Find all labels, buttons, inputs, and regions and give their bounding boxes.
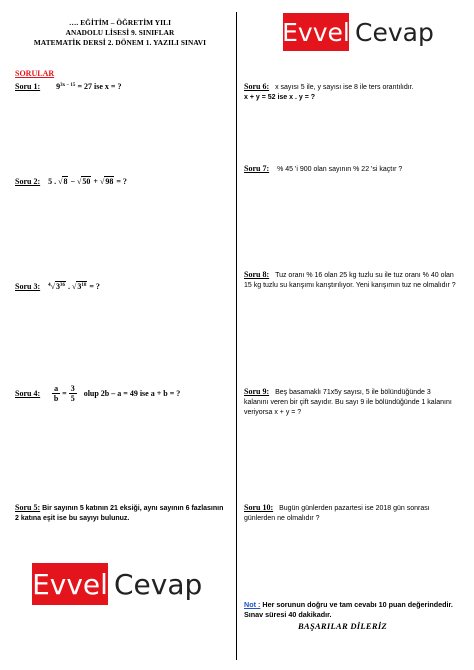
note-text: Her sorunun doğru ve tam cevabı 10 puan değerindedir. Sınav süresi 40 dakikadır. — [244, 600, 453, 619]
q3-base-1: 3 — [55, 282, 60, 291]
question-1 — [15, 82, 121, 94]
q4-eq: = — [62, 388, 67, 398]
question-4 — [15, 384, 180, 403]
q4-frac1-num: a — [54, 384, 59, 393]
question-5 — [15, 503, 227, 524]
q2-root-1: 8 — [63, 177, 68, 186]
question-6-label: Soru 6: — [244, 82, 270, 91]
question-10 — [244, 503, 458, 524]
q3-exp-1: 36 — [59, 283, 65, 288]
header-line-3: MATEMATİK DERSİ 2. DÖNEM 1. YAZILI SINAVI — [33, 38, 207, 47]
question-6 — [244, 82, 464, 103]
logo-bottom — [32, 563, 202, 605]
q8-text: Tuz oranı % 16 olan 25 kg tuzlu su ile tuz oranı % 40 olan 15 kg tuzlu su karışımı karıştırılıyor. Yeni karışımın tuz ne olmalıdır ? — [244, 272, 456, 289]
question-4-label: Soru 4: — [15, 388, 41, 398]
q2-op-2: + — [91, 177, 100, 186]
note-label: Not : — [244, 600, 261, 609]
question-3-label: Soru 3: — [15, 282, 41, 291]
logo-bottom-gray-text: Cevap — [114, 567, 203, 601]
q4-frac2-den: 5 — [70, 394, 75, 403]
q3-root-index: 4 — [48, 283, 51, 288]
question-9 — [244, 387, 456, 418]
closing-wish: BAŞARILAR DİLERİZ — [298, 621, 387, 631]
q1-base: 9 — [56, 82, 61, 91]
q7-text: % 45 'i 900 olan sayının % 22 'si kaçtır ? — [277, 166, 403, 173]
q2-root-3: 98 — [105, 177, 114, 186]
logo-top — [283, 13, 434, 51]
q5-text: Bir sayının 5 katının 21 eksiği, aynı sayının 6 fazlasının 2 katına eşit ise bu sayıyı bulunuz. — [15, 505, 224, 522]
q4-rest: olup 2b – a = 49 ise a + b = ? — [83, 388, 181, 398]
q2-end: = ? — [114, 177, 127, 186]
question-5-label: Soru 5: — [15, 503, 41, 512]
q4-frac2-num: 3 — [70, 384, 75, 393]
q2-coef: 5 . — [48, 177, 59, 186]
q1-exponent: 3x − 15 — [60, 83, 76, 88]
question-3: Soru 3: $^4√3^{36}$ . $√3^{18}$ = ? — [15, 281, 100, 294]
q2-op-1: − — [68, 177, 78, 186]
header-line-2: ANADOLU LİSESİ 9. SINIFLAR — [65, 28, 175, 37]
question-7-label: Soru 7: — [244, 164, 270, 173]
logo-red-box: Evvel — [283, 13, 349, 51]
question-2-label: Soru 2: — [15, 177, 41, 186]
question-2: Soru 2: 5 . √8 − √50 + √98 = ? — [15, 177, 127, 186]
q3-exp-2: 18 — [81, 283, 87, 288]
header-line-1: …. EĞİTİM – ÖĞRETİM YILI — [68, 18, 172, 27]
logo-gray-text: Cevap — [355, 17, 434, 47]
q6-text-2: x + y = 52 ise x . y = ? — [244, 94, 316, 101]
q3-end: = ? — [87, 282, 100, 291]
question-7 — [244, 164, 464, 175]
q4-frac1-den: b — [53, 394, 59, 403]
q10-text: Bugün günlerden pazartesi ise 2018 gün sonrası günlerden ne olmalıdır ? — [244, 505, 430, 522]
q3-base-2: 3 — [77, 282, 82, 291]
question-10-label: Soru 10: — [244, 503, 274, 512]
question-8 — [244, 270, 458, 291]
q6-text-1: x sayısı 5 ile, y sayısı ise 8 ile ters orantılıdır. — [275, 84, 414, 91]
q2-root-2: 50 — [82, 177, 91, 186]
exam-note — [244, 600, 464, 620]
q3-dot: . — [65, 282, 72, 291]
column-divider — [236, 12, 237, 660]
question-9-label: Soru 9: — [244, 387, 270, 396]
question-8-label: Soru 8: — [244, 270, 270, 279]
logo-bottom-red-box: Evvel — [32, 563, 108, 605]
question-1-label: Soru 1: — [15, 82, 41, 91]
q1-rest: = 27 ise x = ? — [77, 82, 122, 91]
section-title: SORULAR — [15, 69, 55, 78]
q9-text: Beş basamaklı 71x5y sayısı, 5 ile bölündüğünde 3 kalanını veren bir çift sayıdır. Bu sayı 9 ile bölündüğünde 1 kalanını veriyorsa x + y = ? — [244, 389, 452, 416]
